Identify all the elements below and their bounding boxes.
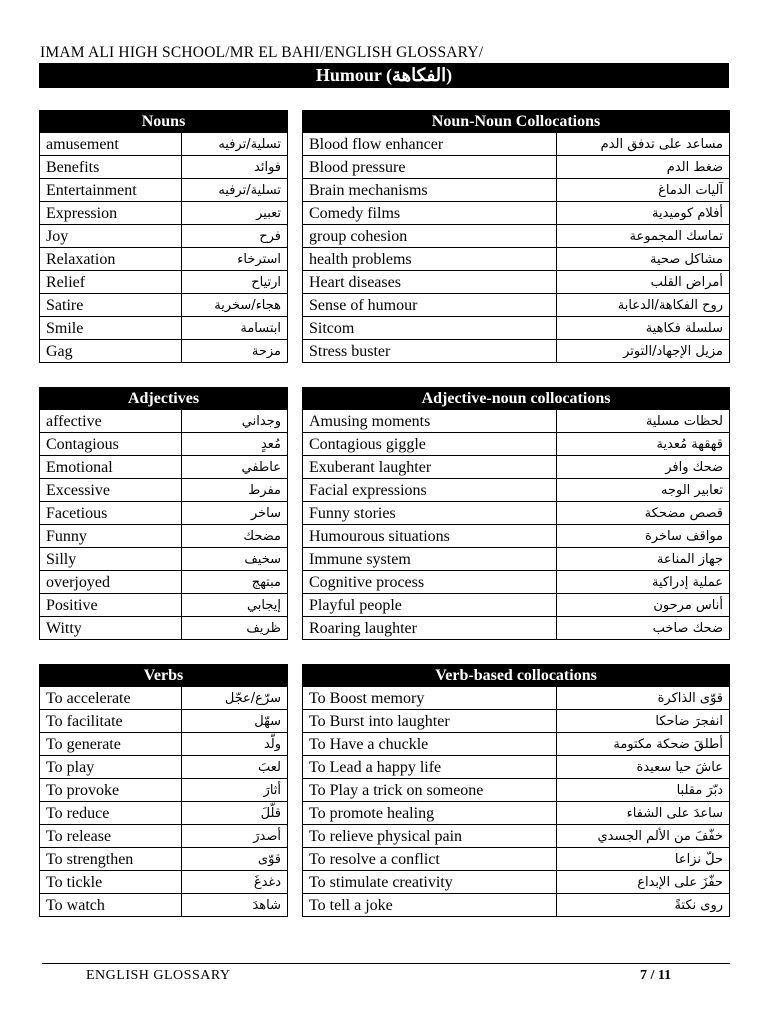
english-term: Amusing moments xyxy=(303,410,557,433)
arabic-translation: دغدغَ xyxy=(182,871,288,894)
table-row xyxy=(303,548,730,571)
arabic-translation: أمراض القلب xyxy=(557,271,730,294)
arabic-translation: ولّد xyxy=(182,733,288,756)
arabic-translation: عاطفي xyxy=(182,456,288,479)
table-row xyxy=(303,894,730,917)
english-term: Playful people xyxy=(303,594,557,617)
english-term: Relief xyxy=(40,271,182,294)
english-term: Cognitive process xyxy=(303,571,557,594)
arabic-translation: ظريف xyxy=(182,617,288,640)
english-term: Humourous situations xyxy=(303,525,557,548)
table-row xyxy=(40,271,288,294)
footer-title: ENGLISH GLOSSARY xyxy=(86,968,231,983)
arabic-translation: روى نكتةً xyxy=(557,894,730,917)
table-row xyxy=(40,156,288,179)
table-row xyxy=(303,433,730,456)
english-term: Relaxation xyxy=(40,248,182,271)
english-term: Joy xyxy=(40,225,182,248)
table-row xyxy=(303,733,730,756)
english-term: Immune system xyxy=(303,548,557,571)
arabic-translation: فوائد xyxy=(182,156,288,179)
table-heading: Noun-Noun Collocations xyxy=(303,111,730,133)
english-term: Positive xyxy=(40,594,182,617)
table-row xyxy=(303,294,730,317)
arabic-translation: سرّع/عجّل xyxy=(182,687,288,710)
english-term: Expression xyxy=(40,202,182,225)
page-title: Humour (الفكاهة) xyxy=(39,63,729,88)
arabic-translation: مساعد على تدفق الدم xyxy=(557,133,730,156)
arabic-translation: قلّلَ xyxy=(182,802,288,825)
table-row xyxy=(303,225,730,248)
arabic-translation: مضحك xyxy=(182,525,288,548)
table-row xyxy=(40,548,288,571)
english-term: Funny xyxy=(40,525,182,548)
table-row xyxy=(303,848,730,871)
arabic-translation: سلسلة فكاهية xyxy=(557,317,730,340)
arabic-translation: تعابير الوجه xyxy=(557,479,730,502)
table-row xyxy=(40,779,288,802)
english-term: To release xyxy=(40,825,182,848)
table-row xyxy=(303,133,730,156)
english-term: Sense of humour xyxy=(303,294,557,317)
english-term: To Burst into laughter xyxy=(303,710,557,733)
document-header: IMAM ALI HIGH SCHOOL/MR EL BAHI/ENGLISH GLOSSARY/ xyxy=(40,44,484,61)
table-row xyxy=(40,594,288,617)
arabic-translation: قهقهة مُعدية xyxy=(557,433,730,456)
arabic-translation: فرح xyxy=(182,225,288,248)
page-number: 7 / 11 xyxy=(640,968,672,983)
table-row xyxy=(303,179,730,202)
adjectives-table xyxy=(39,387,288,640)
arabic-translation: تعبير xyxy=(182,202,288,225)
arabic-translation: مشاكل صحية xyxy=(557,248,730,271)
english-term: Stress buster xyxy=(303,340,557,363)
arabic-translation: هجاء/سخرية xyxy=(182,294,288,317)
arabic-translation: دبّرَ مقلبا xyxy=(557,779,730,802)
table-row xyxy=(303,617,730,640)
english-term: To strengthen xyxy=(40,848,182,871)
table-row xyxy=(303,156,730,179)
table-row xyxy=(303,710,730,733)
english-term: Emotional xyxy=(40,456,182,479)
english-term: To generate xyxy=(40,733,182,756)
table-row xyxy=(40,179,288,202)
table-row xyxy=(40,317,288,340)
arabic-translation: شاهدَ xyxy=(182,894,288,917)
arabic-translation: أصدرَ xyxy=(182,825,288,848)
english-term: Funny stories xyxy=(303,502,557,525)
table-row xyxy=(303,410,730,433)
arabic-translation: تماسك المجموعة xyxy=(557,225,730,248)
table-heading: Nouns xyxy=(40,111,288,133)
table-row xyxy=(40,294,288,317)
english-term: Brain mechanisms xyxy=(303,179,557,202)
english-term: health problems xyxy=(303,248,557,271)
adjective-noun-collocations-table xyxy=(302,387,730,640)
table-row xyxy=(303,802,730,825)
table-row xyxy=(303,202,730,225)
arabic-translation: آليات الدماغ xyxy=(557,179,730,202)
arabic-translation: لعبَ xyxy=(182,756,288,779)
table-row xyxy=(40,340,288,363)
english-term: Comedy films xyxy=(303,202,557,225)
english-term: Roaring laughter xyxy=(303,617,557,640)
table-row xyxy=(40,525,288,548)
table-heading: Verb-based collocations xyxy=(303,665,730,687)
arabic-translation: ابتسامة xyxy=(182,317,288,340)
table-row xyxy=(303,779,730,802)
noun-noun-collocations-table xyxy=(302,110,730,363)
english-term: To tell a joke xyxy=(303,894,557,917)
english-term: To Have a chuckle xyxy=(303,733,557,756)
english-term: To tickle xyxy=(40,871,182,894)
table-row xyxy=(303,456,730,479)
english-term: To reduce xyxy=(40,802,182,825)
arabic-translation: أثارَ xyxy=(182,779,288,802)
table-row xyxy=(303,248,730,271)
table-row xyxy=(40,571,288,594)
arabic-translation: لحظات مسلية xyxy=(557,410,730,433)
table-row xyxy=(303,687,730,710)
english-term: To resolve a conflict xyxy=(303,848,557,871)
table-row xyxy=(40,802,288,825)
english-term: Silly xyxy=(40,548,182,571)
arabic-translation: قصص مضحكة xyxy=(557,502,730,525)
english-term: Entertainment xyxy=(40,179,182,202)
english-term: Gag xyxy=(40,340,182,363)
english-term: Contagious xyxy=(40,433,182,456)
table-row xyxy=(303,871,730,894)
arabic-translation: مُعدٍ xyxy=(182,433,288,456)
table-row xyxy=(40,871,288,894)
verbs-table xyxy=(39,664,288,917)
table-row xyxy=(40,202,288,225)
table-row xyxy=(40,617,288,640)
table-row xyxy=(40,248,288,271)
table-row xyxy=(303,502,730,525)
english-term: To play xyxy=(40,756,182,779)
table-row xyxy=(40,710,288,733)
arabic-translation: حلّ نزاعا xyxy=(557,848,730,871)
table-row xyxy=(303,756,730,779)
english-term: To Lead a happy life xyxy=(303,756,557,779)
arabic-translation: أطلقَ ضحكة مكتومة xyxy=(557,733,730,756)
english-term: To accelerate xyxy=(40,687,182,710)
arabic-translation: روح الفكاهة/الدعابة xyxy=(557,294,730,317)
english-term: amusement xyxy=(40,133,182,156)
english-term: group cohesion xyxy=(303,225,557,248)
arabic-translation: ساخر xyxy=(182,502,288,525)
arabic-translation: ساعدَ على الشفاء xyxy=(557,802,730,825)
arabic-translation: استرخاء xyxy=(182,248,288,271)
english-term: affective xyxy=(40,410,182,433)
table-heading: Adjectives xyxy=(40,388,288,410)
table-row xyxy=(303,271,730,294)
arabic-translation: مواقف ساخرة xyxy=(557,525,730,548)
english-term: Sitcom xyxy=(303,317,557,340)
english-term: To Play a trick on someone xyxy=(303,779,557,802)
verb-based-collocations-table xyxy=(302,664,730,917)
english-term: Smile xyxy=(40,317,182,340)
arabic-translation: حفّزَ على الإبداع xyxy=(557,871,730,894)
arabic-translation: إيجابي xyxy=(182,594,288,617)
arabic-translation: قوّى xyxy=(182,848,288,871)
table-row xyxy=(40,133,288,156)
english-term: Heart diseases xyxy=(303,271,557,294)
english-term: To watch xyxy=(40,894,182,917)
english-term: Contagious giggle xyxy=(303,433,557,456)
table-row xyxy=(40,733,288,756)
arabic-translation: سخيف xyxy=(182,548,288,571)
arabic-translation: وجداني xyxy=(182,410,288,433)
table-row xyxy=(40,456,288,479)
arabic-translation: أناس مرحون xyxy=(557,594,730,617)
table-row xyxy=(40,756,288,779)
table-row xyxy=(40,410,288,433)
table-row xyxy=(303,571,730,594)
english-term: To promote healing xyxy=(303,802,557,825)
table-row xyxy=(40,825,288,848)
arabic-translation: مزحة xyxy=(182,340,288,363)
english-term: Benefits xyxy=(40,156,182,179)
english-term: To provoke xyxy=(40,779,182,802)
table-row xyxy=(303,594,730,617)
arabic-translation: سهّل xyxy=(182,710,288,733)
english-term: Blood pressure xyxy=(303,156,557,179)
table-row xyxy=(40,687,288,710)
arabic-translation: عاشَ حيا سعيدة xyxy=(557,756,730,779)
arabic-translation: عملية إدراكية xyxy=(557,571,730,594)
english-term: Excessive xyxy=(40,479,182,502)
table-row xyxy=(303,340,730,363)
english-term: overjoyed xyxy=(40,571,182,594)
arabic-translation: تسلية/ترفيه xyxy=(182,179,288,202)
arabic-translation: مفرط xyxy=(182,479,288,502)
arabic-translation: خفّفَ من الألم الجسدي xyxy=(557,825,730,848)
table-row xyxy=(303,525,730,548)
table-row xyxy=(303,479,730,502)
english-term: Satire xyxy=(40,294,182,317)
arabic-translation: ضحك صاخب xyxy=(557,617,730,640)
english-term: Witty xyxy=(40,617,182,640)
nouns-table xyxy=(39,110,288,363)
arabic-translation: ضحك وافر xyxy=(557,456,730,479)
table-row xyxy=(303,825,730,848)
english-term: To stimulate creativity xyxy=(303,871,557,894)
arabic-translation: مزيل الإجهاد/التوتر xyxy=(557,340,730,363)
english-term: To relieve physical pain xyxy=(303,825,557,848)
arabic-translation: قوّى الذاكرة xyxy=(557,687,730,710)
arabic-translation: تسلية/ترفيه xyxy=(182,133,288,156)
table-row xyxy=(40,225,288,248)
table-heading: Adjective-noun collocations xyxy=(303,388,730,410)
table-row xyxy=(40,433,288,456)
table-row xyxy=(40,848,288,871)
arabic-translation: ضغط الدم xyxy=(557,156,730,179)
arabic-translation: جهاز المناعة xyxy=(557,548,730,571)
english-term: Exuberant laughter xyxy=(303,456,557,479)
arabic-translation: انفجرَ ضاحكا xyxy=(557,710,730,733)
english-term: To facilitate xyxy=(40,710,182,733)
english-term: Blood flow enhancer xyxy=(303,133,557,156)
table-row xyxy=(303,317,730,340)
table-row xyxy=(40,479,288,502)
arabic-translation: ارتياح xyxy=(182,271,288,294)
table-row xyxy=(40,502,288,525)
arabic-translation: أفلام كوميدية xyxy=(557,202,730,225)
english-term: To Boost memory xyxy=(303,687,557,710)
table-heading: Verbs xyxy=(40,665,288,687)
arabic-translation: مبتهج xyxy=(182,571,288,594)
english-term: Facetious xyxy=(40,502,182,525)
footer-divider xyxy=(42,963,730,964)
table-row xyxy=(40,894,288,917)
english-term: Facial expressions xyxy=(303,479,557,502)
